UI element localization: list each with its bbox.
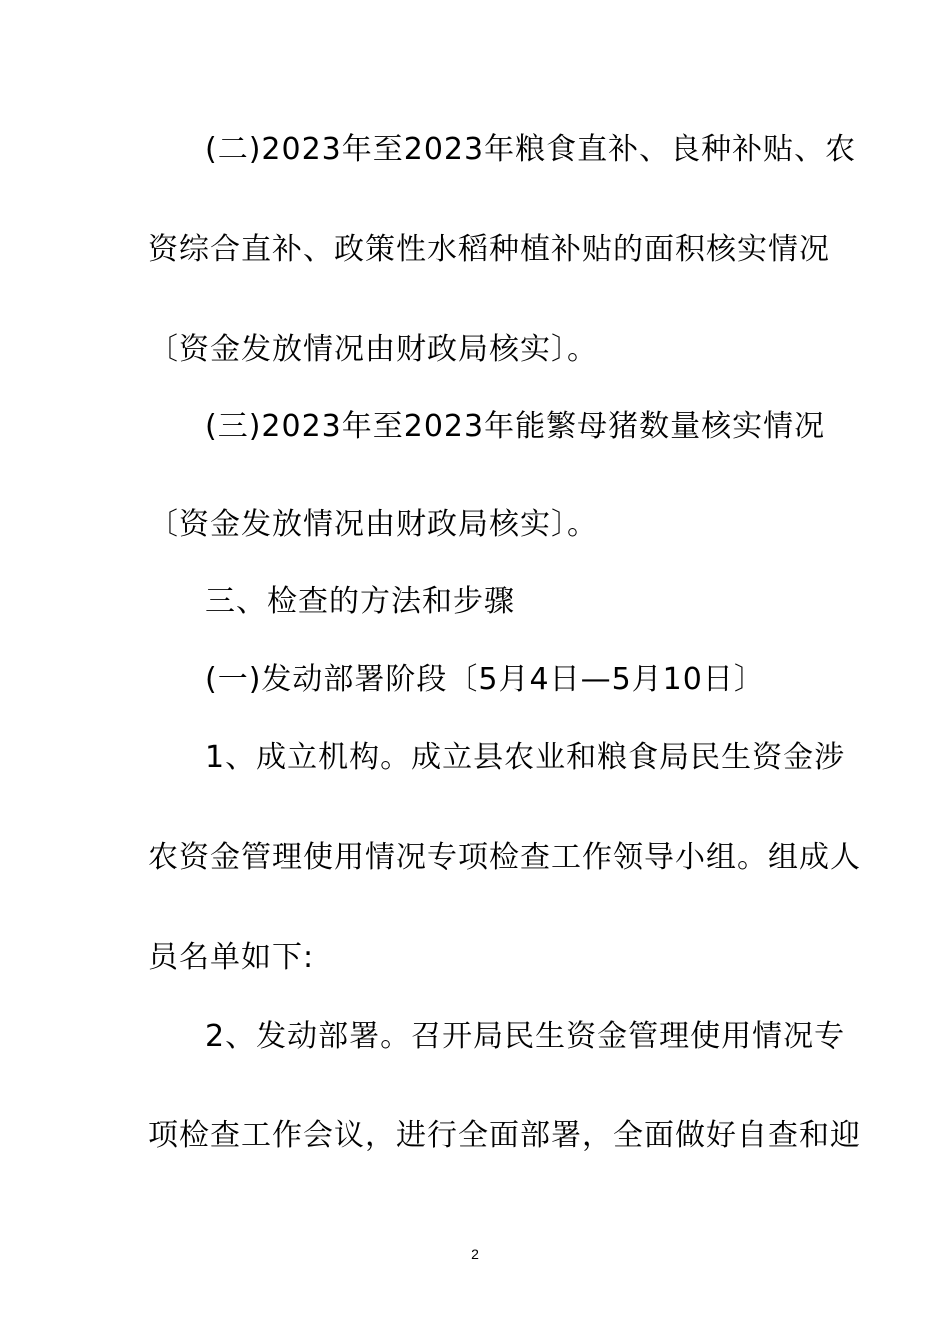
page-number: 2	[471, 1246, 479, 1262]
paragraph-line: (三)2023年至2023年能繁母猪数量核实情况	[205, 409, 826, 444]
paragraph-line: 农资金管理使用情况专项检查工作领导小组。组成人	[148, 840, 861, 875]
paragraph-line: 资综合直补、政策性水稻种植补贴的面积核实情况	[148, 232, 830, 267]
paragraph-line: 1、成立机构。成立县农业和粮食局民生资金涉	[205, 740, 846, 775]
paragraph-line: 2、发动部署。召开局民生资金管理使用情况专	[205, 1019, 846, 1054]
subsection-heading: (一)发动部署阶段〔5月4日—5月10日〕	[205, 662, 765, 697]
section-heading: 三、检查的方法和步骤	[205, 584, 515, 619]
paragraph-line: (二)2023年至2023年粮食直补、良种补贴、农	[205, 132, 857, 167]
paragraph-line: 项检查工作会议，进行全面部署，全面做好自查和迎	[148, 1118, 861, 1153]
paragraph-line: 〔资金发放情况由财政局核实〕。	[148, 332, 598, 367]
paragraph-line: 员名单如下:	[148, 940, 315, 975]
paragraph-line: 〔资金发放情况由财政局核实〕。	[148, 507, 598, 542]
